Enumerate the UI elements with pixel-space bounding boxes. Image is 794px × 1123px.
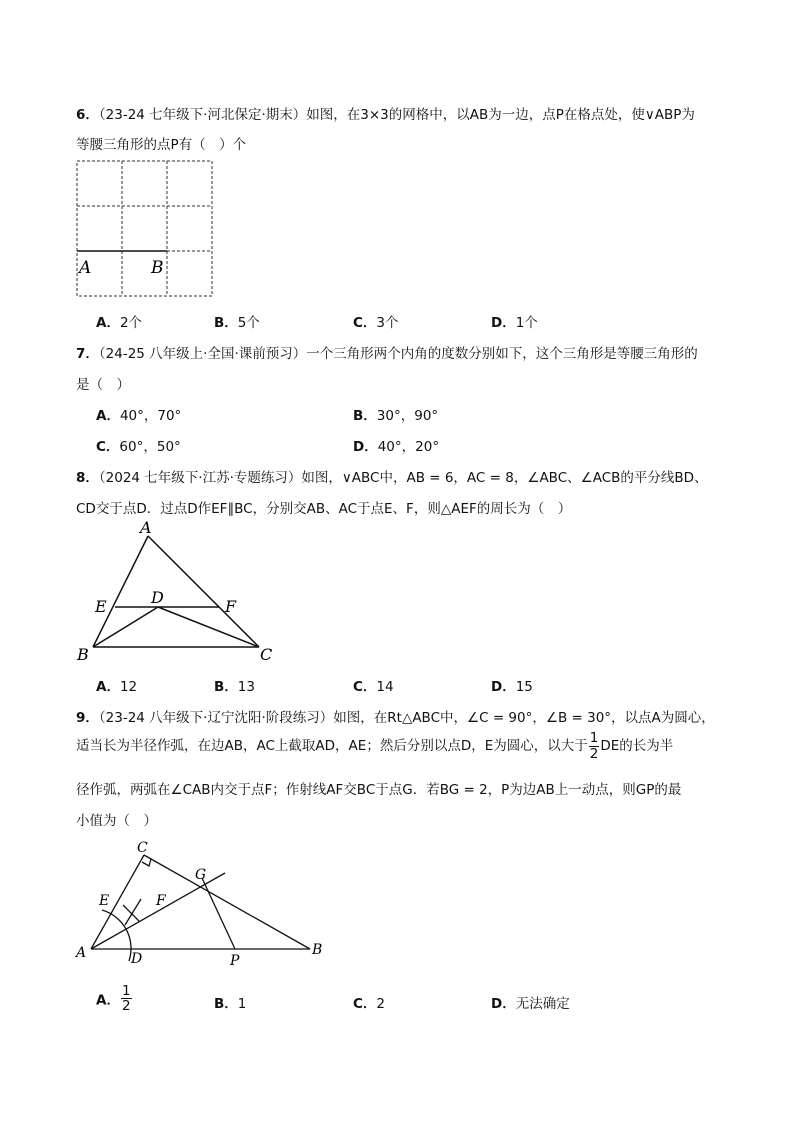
- q7-option-d[interactable]: D．40°，20°: [353, 439, 440, 455]
- q8-point-e: E: [95, 597, 107, 616]
- q8-option-a[interactable]: A．12: [96, 679, 138, 695]
- q8-stem-1: 如图，∨ABC中，AB = 6，AC = 8，∠ABC、∠ACB的平分线BD、: [301, 470, 708, 486]
- q6-option-b[interactable]: B．5个: [214, 315, 260, 331]
- q7-number: 7．: [76, 346, 99, 362]
- q8-point-b: B: [77, 645, 89, 664]
- q6-grid-figure: [70, 155, 230, 305]
- q6-line1: [76, 103, 695, 123]
- q9-segment-gp: [202, 878, 235, 949]
- q9-stem-2b: DE的长为半: [600, 738, 674, 754]
- q6-source: （23-24 七年级下·河北保定·期末）: [98, 107, 307, 123]
- q7-option-b[interactable]: B．30°，90°: [353, 408, 439, 424]
- q8-point-f: F: [225, 597, 237, 616]
- q8-source: （2024 七年级下·江苏·专题练习）: [98, 470, 302, 486]
- q7-line1: [76, 342, 698, 362]
- q8-number: 8．: [76, 470, 99, 486]
- q8-triangle-figure: [70, 520, 290, 670]
- q6-option-a[interactable]: A．2个: [96, 315, 143, 331]
- q9-right-angle-mark: [142, 859, 151, 866]
- q6-point-a: A: [79, 258, 92, 278]
- q9-number: 9．: [76, 710, 99, 726]
- q6-point-b: B: [151, 258, 164, 278]
- q9-line1: [76, 706, 715, 726]
- q9-point-b: B: [312, 942, 323, 958]
- q9-stem-4: 小值为（ ）: [76, 813, 157, 829]
- q9-option-a[interactable]: A． $\frac{1}{2}$: [96, 983, 131, 1015]
- q6-stem-1: 如图，在3×3的网格中，以AB为一边，点P在格点处，使∨ABP为: [306, 107, 695, 123]
- q9-option-a-fraction: $\frac{1}{2}$: [121, 983, 131, 1015]
- q9-point-f: F: [156, 893, 166, 909]
- q9-option-b[interactable]: B．1: [214, 996, 247, 1012]
- q9-point-e: E: [99, 893, 110, 909]
- q8-point-d: D: [151, 588, 164, 607]
- q8-segment-cd: [158, 607, 259, 647]
- q9-stem-3: 径作弧，两弧在∠CAB内交于点F；作射线AF交BC于点G．若BG = 2，P为边AB上一动点，则GP的最: [76, 782, 682, 798]
- q9-line4: [76, 809, 157, 829]
- q7-line2: [76, 373, 130, 393]
- q9-stem-2a: 适当长为半径作弧，在边AB，AC上截取AD，AE；然后分别以点D，E为圆心，以大于: [76, 738, 588, 754]
- q7-option-c[interactable]: C．60°，50°: [96, 439, 181, 455]
- q8-option-c[interactable]: C．14: [353, 679, 394, 695]
- q8-point-a: A: [140, 518, 152, 537]
- q8-line1: [76, 466, 708, 486]
- q9-line3: [76, 778, 681, 798]
- q8-option-d[interactable]: D．15: [491, 679, 533, 695]
- q9-triangle-figure: [70, 835, 340, 975]
- q7-stem-2: 是（ ）: [76, 377, 130, 393]
- q9-point-d: D: [131, 951, 143, 967]
- q8-line2: [76, 497, 571, 517]
- q9-point-p: P: [230, 953, 240, 969]
- q9-fraction-half: $\frac{1}{2}$: [589, 730, 599, 762]
- q9-option-c[interactable]: C．2: [353, 996, 386, 1012]
- q6-number: 6．: [76, 107, 99, 123]
- q9-option-d[interactable]: D．无法确定: [491, 996, 570, 1012]
- q7-option-a[interactable]: A．40°，70°: [96, 408, 182, 424]
- q9-point-c: C: [137, 840, 148, 856]
- q9-side-cb: [144, 855, 310, 949]
- q9-stem-1: 如图，在Rt△ABC中，∠C = 90°，∠B = 30°，以点A为圆心，: [333, 710, 715, 726]
- q8-point-c: C: [260, 645, 273, 664]
- q7-stem-1: 一个三角形两个内角的度数分别如下，这个三角形是等腰三角形的: [306, 346, 698, 362]
- q9-source: （23-24 八年级下·辽宁沈阳·阶段练习）: [98, 710, 334, 726]
- q9-line2: [76, 728, 673, 764]
- q8-side-ac: [148, 536, 259, 647]
- q6-option-c[interactable]: C．3个: [353, 315, 399, 331]
- q9-point-a: A: [76, 945, 87, 961]
- q6-stem-2: 等腰三角形的点P有（ ）个: [76, 137, 247, 153]
- q8-option-b[interactable]: B．13: [214, 679, 255, 695]
- q7-source: （24-25 八年级上·全国·课前预习）: [98, 346, 307, 362]
- q6-option-d[interactable]: D．1个: [491, 315, 538, 331]
- q9-arc-mark-1: [123, 905, 139, 921]
- q9-arc-de: [102, 910, 131, 961]
- q8-stem-2: CD交于点D．过点D作EF∥BC，分别交AB、AC于点E、F，则△AEF的周长为（ ）: [76, 501, 572, 517]
- q9-point-g: G: [195, 867, 207, 883]
- q6-line2: [76, 133, 246, 153]
